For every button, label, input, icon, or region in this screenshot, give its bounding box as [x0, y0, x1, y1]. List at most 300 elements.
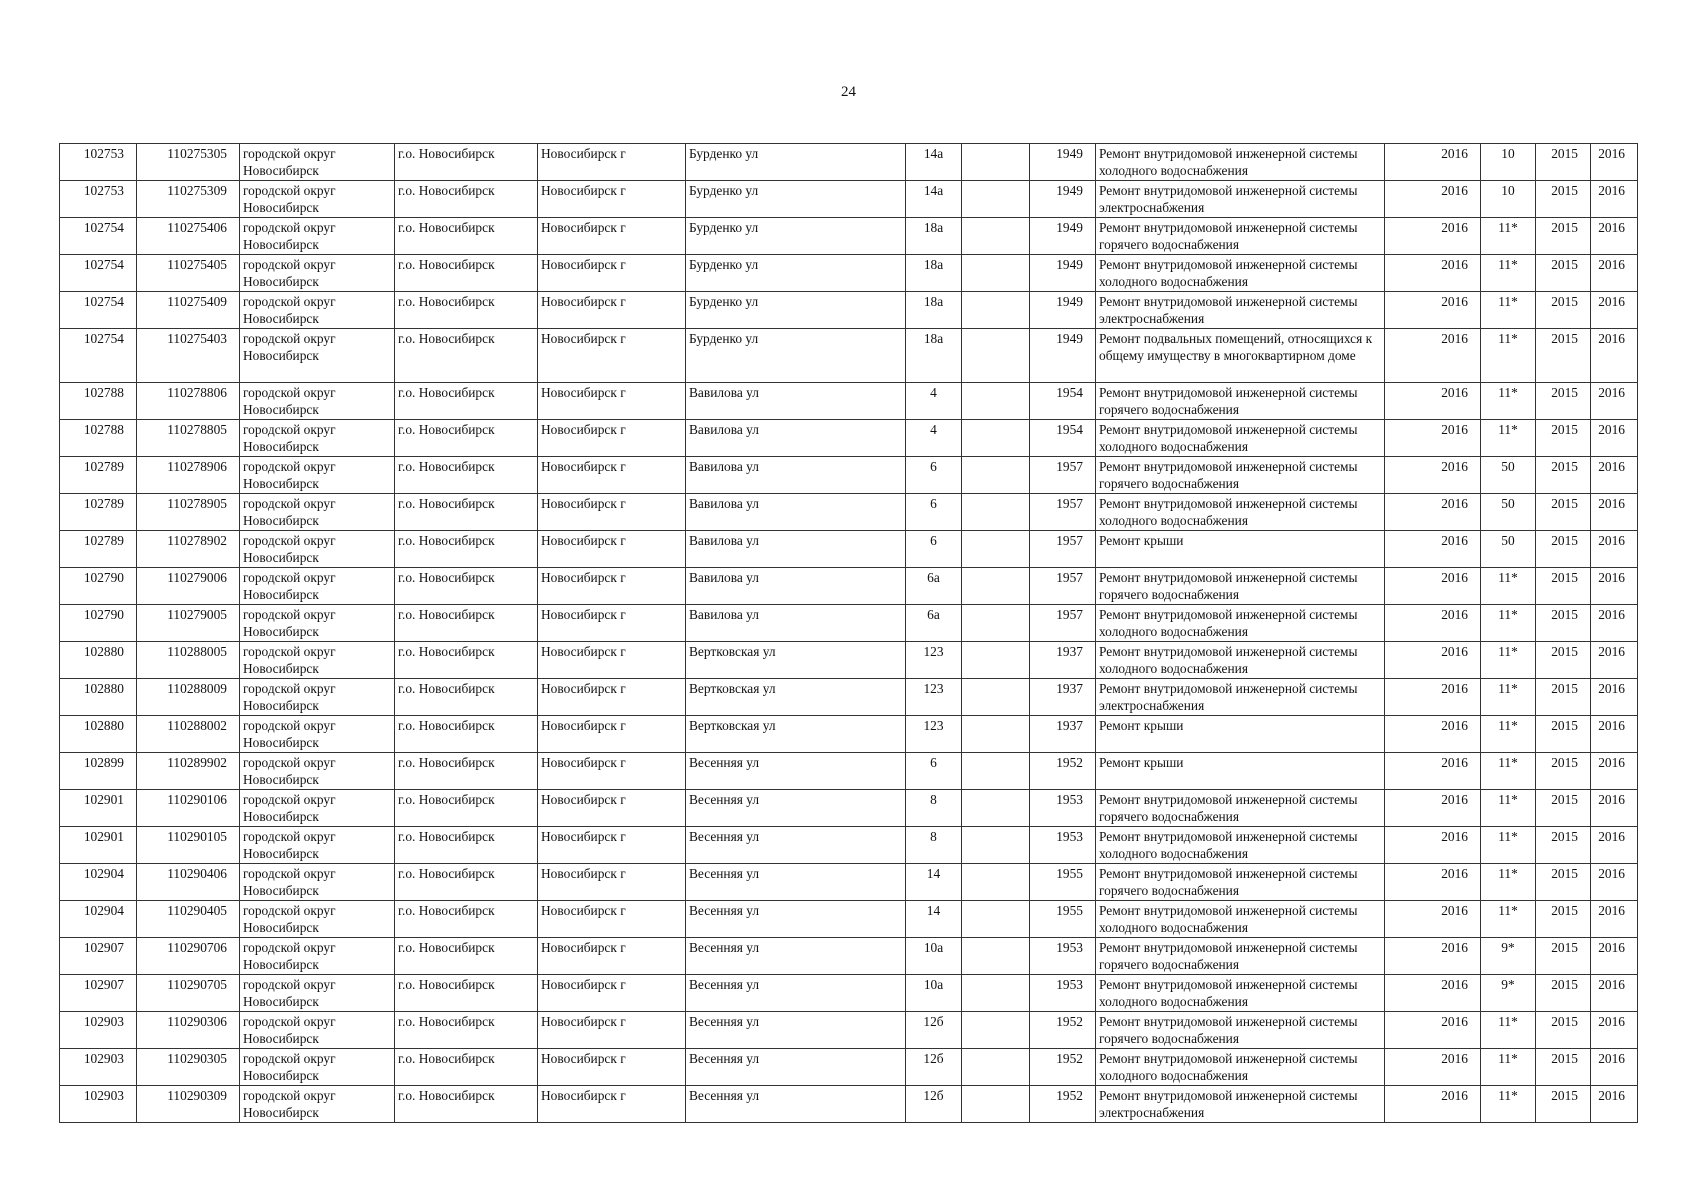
cell-locality: Новосибирск г — [538, 144, 686, 181]
cell-floors: 50 — [1481, 457, 1536, 494]
cell-municipality: г.о. Новосибирск — [395, 457, 538, 494]
cell-building — [962, 218, 1030, 255]
cell-code: 110279006 — [137, 568, 240, 605]
cell-district: городской округ Новосибирск — [240, 975, 395, 1012]
table-row — [60, 827, 1638, 864]
cell-floors: 11* — [1481, 790, 1536, 827]
cell-building — [962, 753, 1030, 790]
cell-plan-year: 2016 — [1385, 864, 1481, 901]
cell-code: 110288005 — [137, 642, 240, 679]
cell-house: 14а — [906, 181, 962, 218]
cell-code: 110289902 — [137, 753, 240, 790]
cell-district: городской округ Новосибирск — [240, 938, 395, 975]
cell-year-built: 1955 — [1030, 901, 1096, 938]
registry-table — [59, 143, 1638, 1123]
cell-start: 2015 — [1536, 255, 1591, 292]
cell-locality: Новосибирск г — [538, 679, 686, 716]
cell-floors: 50 — [1481, 531, 1536, 568]
cell-locality: Новосибирск г — [538, 292, 686, 329]
cell-locality: Новосибирск г — [538, 642, 686, 679]
cell-building — [962, 716, 1030, 753]
table-row — [60, 679, 1638, 716]
cell-code: 110290306 — [137, 1012, 240, 1049]
cell-year-built: 1952 — [1030, 1086, 1096, 1123]
cell-municipality: г.о. Новосибирск — [395, 292, 538, 329]
cell-floors: 11* — [1481, 568, 1536, 605]
cell-district: городской округ Новосибирск — [240, 716, 395, 753]
table-row — [60, 790, 1638, 827]
cell-end: 2016 — [1591, 679, 1638, 716]
cell-id: 102903 — [60, 1012, 137, 1049]
cell-municipality: г.о. Новосибирск — [395, 790, 538, 827]
cell-plan-year: 2016 — [1385, 827, 1481, 864]
cell-year-built: 1955 — [1030, 864, 1096, 901]
cell-year-built: 1949 — [1030, 255, 1096, 292]
cell-plan-year: 2016 — [1385, 292, 1481, 329]
cell-district: городской округ Новосибирск — [240, 181, 395, 218]
cell-code: 110290406 — [137, 864, 240, 901]
cell-building — [962, 642, 1030, 679]
cell-plan-year: 2016 — [1385, 568, 1481, 605]
cell-district: городской округ Новосибирск — [240, 292, 395, 329]
cell-locality: Новосибирск г — [538, 181, 686, 218]
cell-plan-year: 2016 — [1385, 642, 1481, 679]
cell-code: 110279005 — [137, 605, 240, 642]
cell-id: 102753 — [60, 181, 137, 218]
cell-start: 2015 — [1536, 975, 1591, 1012]
cell-floors: 9* — [1481, 938, 1536, 975]
cell-work: Ремонт внутридомовой инженерной системы горячего водоснабжения — [1096, 1012, 1385, 1049]
table-row — [60, 938, 1638, 975]
cell-municipality: г.о. Новосибирск — [395, 531, 538, 568]
cell-house: 6а — [906, 568, 962, 605]
cell-year-built: 1952 — [1030, 1049, 1096, 1086]
cell-house: 8 — [906, 827, 962, 864]
cell-house: 6 — [906, 531, 962, 568]
cell-code: 110290105 — [137, 827, 240, 864]
cell-locality: Новосибирск г — [538, 1012, 686, 1049]
cell-floors: 11* — [1481, 420, 1536, 457]
cell-year-built: 1957 — [1030, 531, 1096, 568]
cell-end: 2016 — [1591, 383, 1638, 420]
cell-id: 102903 — [60, 1049, 137, 1086]
cell-plan-year: 2016 — [1385, 1012, 1481, 1049]
cell-locality: Новосибирск г — [538, 383, 686, 420]
cell-locality: Новосибирск г — [538, 753, 686, 790]
cell-street: Весенняя ул — [686, 938, 906, 975]
cell-street: Весенняя ул — [686, 1086, 906, 1123]
cell-street: Бурденко ул — [686, 218, 906, 255]
cell-house: 123 — [906, 679, 962, 716]
table-row — [60, 255, 1638, 292]
cell-district: городской округ Новосибирск — [240, 494, 395, 531]
cell-floors: 11* — [1481, 292, 1536, 329]
cell-code: 110288009 — [137, 679, 240, 716]
cell-plan-year: 2016 — [1385, 975, 1481, 1012]
table-row — [60, 716, 1638, 753]
cell-year-built: 1957 — [1030, 494, 1096, 531]
cell-code: 110290305 — [137, 1049, 240, 1086]
cell-floors: 11* — [1481, 1012, 1536, 1049]
cell-work: Ремонт внутридомовой инженерной системы холодного водоснабжения — [1096, 642, 1385, 679]
cell-locality: Новосибирск г — [538, 901, 686, 938]
table-row — [60, 494, 1638, 531]
cell-plan-year: 2016 — [1385, 218, 1481, 255]
table-row — [60, 1086, 1638, 1123]
cell-floors: 50 — [1481, 494, 1536, 531]
cell-locality: Новосибирск г — [538, 605, 686, 642]
cell-house: 12б — [906, 1049, 962, 1086]
cell-house: 14а — [906, 144, 962, 181]
cell-house: 14 — [906, 864, 962, 901]
cell-start: 2015 — [1536, 494, 1591, 531]
cell-district: городской округ Новосибирск — [240, 1086, 395, 1123]
cell-municipality: г.о. Новосибирск — [395, 1049, 538, 1086]
cell-building — [962, 1086, 1030, 1123]
cell-locality: Новосибирск г — [538, 975, 686, 1012]
cell-start: 2015 — [1536, 679, 1591, 716]
cell-municipality: г.о. Новосибирск — [395, 255, 538, 292]
cell-end: 2016 — [1591, 255, 1638, 292]
cell-work: Ремонт внутридомовой инженерной системы горячего водоснабжения — [1096, 938, 1385, 975]
cell-code: 110290405 — [137, 901, 240, 938]
cell-building — [962, 1049, 1030, 1086]
cell-id: 102754 — [60, 292, 137, 329]
cell-id: 102790 — [60, 568, 137, 605]
cell-code: 110278806 — [137, 383, 240, 420]
cell-code: 110288002 — [137, 716, 240, 753]
cell-start: 2015 — [1536, 1012, 1591, 1049]
cell-end: 2016 — [1591, 494, 1638, 531]
cell-locality: Новосибирск г — [538, 864, 686, 901]
cell-district: городской округ Новосибирск — [240, 144, 395, 181]
cell-id: 102907 — [60, 938, 137, 975]
cell-floors: 11* — [1481, 329, 1536, 383]
cell-building — [962, 1012, 1030, 1049]
cell-start: 2015 — [1536, 901, 1591, 938]
cell-start: 2015 — [1536, 292, 1591, 329]
cell-municipality: г.о. Новосибирск — [395, 383, 538, 420]
cell-street: Бурденко ул — [686, 292, 906, 329]
table-row — [60, 568, 1638, 605]
cell-code: 110278805 — [137, 420, 240, 457]
cell-district: городской округ Новосибирск — [240, 605, 395, 642]
cell-house: 8 — [906, 790, 962, 827]
cell-locality: Новосибирск г — [538, 494, 686, 531]
cell-municipality: г.о. Новосибирск — [395, 679, 538, 716]
cell-locality: Новосибирск г — [538, 329, 686, 383]
cell-id: 102880 — [60, 679, 137, 716]
table-row — [60, 531, 1638, 568]
cell-year-built: 1937 — [1030, 716, 1096, 753]
cell-year-built: 1953 — [1030, 790, 1096, 827]
cell-work: Ремонт внутридомовой инженерной системы холодного водоснабжения — [1096, 1049, 1385, 1086]
cell-building — [962, 292, 1030, 329]
cell-plan-year: 2016 — [1385, 531, 1481, 568]
cell-start: 2015 — [1536, 1086, 1591, 1123]
cell-code: 110278906 — [137, 457, 240, 494]
cell-year-built: 1954 — [1030, 420, 1096, 457]
cell-work: Ремонт внутридомовой инженерной системы горячего водоснабжения — [1096, 218, 1385, 255]
cell-end: 2016 — [1591, 938, 1638, 975]
cell-plan-year: 2016 — [1385, 255, 1481, 292]
cell-house: 18а — [906, 255, 962, 292]
cell-code: 110290309 — [137, 1086, 240, 1123]
cell-municipality: г.о. Новосибирск — [395, 753, 538, 790]
table-row — [60, 975, 1638, 1012]
cell-house: 6 — [906, 753, 962, 790]
cell-year-built: 1953 — [1030, 827, 1096, 864]
cell-start: 2015 — [1536, 531, 1591, 568]
cell-work: Ремонт внутридомовой инженерной системы электроснабжения — [1096, 1086, 1385, 1123]
cell-district: городской округ Новосибирск — [240, 383, 395, 420]
cell-municipality: г.о. Новосибирск — [395, 568, 538, 605]
cell-street: Весенняя ул — [686, 975, 906, 1012]
cell-municipality: г.о. Новосибирск — [395, 864, 538, 901]
cell-street: Весенняя ул — [686, 864, 906, 901]
cell-locality: Новосибирск г — [538, 938, 686, 975]
cell-end: 2016 — [1591, 181, 1638, 218]
cell-id: 102789 — [60, 531, 137, 568]
cell-floors: 11* — [1481, 383, 1536, 420]
cell-floors: 11* — [1481, 605, 1536, 642]
cell-work: Ремонт внутридомовой инженерной системы электроснабжения — [1096, 181, 1385, 218]
table-row — [60, 753, 1638, 790]
cell-building — [962, 457, 1030, 494]
table-row — [60, 329, 1638, 383]
cell-house: 123 — [906, 716, 962, 753]
cell-locality: Новосибирск г — [538, 1049, 686, 1086]
cell-street: Вавилова ул — [686, 457, 906, 494]
cell-end: 2016 — [1591, 531, 1638, 568]
cell-work: Ремонт внутридомовой инженерной системы горячего водоснабжения — [1096, 864, 1385, 901]
cell-street: Вавилова ул — [686, 420, 906, 457]
cell-start: 2015 — [1536, 457, 1591, 494]
cell-district: городской округ Новосибирск — [240, 1012, 395, 1049]
table-body — [60, 144, 1638, 1123]
cell-work: Ремонт внутридомовой инженерной системы электроснабжения — [1096, 292, 1385, 329]
table-row — [60, 144, 1638, 181]
cell-code: 110290106 — [137, 790, 240, 827]
cell-floors: 11* — [1481, 1086, 1536, 1123]
cell-district: городской округ Новосибирск — [240, 790, 395, 827]
cell-floors: 10 — [1481, 181, 1536, 218]
cell-floors: 9* — [1481, 975, 1536, 1012]
cell-code: 110278905 — [137, 494, 240, 531]
cell-district: городской округ Новосибирск — [240, 864, 395, 901]
cell-end: 2016 — [1591, 329, 1638, 383]
cell-end: 2016 — [1591, 605, 1638, 642]
cell-house: 6 — [906, 457, 962, 494]
cell-work: Ремонт внутридомовой инженерной системы горячего водоснабжения — [1096, 383, 1385, 420]
cell-end: 2016 — [1591, 568, 1638, 605]
cell-plan-year: 2016 — [1385, 457, 1481, 494]
cell-house: 4 — [906, 420, 962, 457]
cell-start: 2015 — [1536, 420, 1591, 457]
cell-house: 4 — [906, 383, 962, 420]
cell-street: Вертковская ул — [686, 716, 906, 753]
cell-house: 12б — [906, 1086, 962, 1123]
cell-work: Ремонт внутридомовой инженерной системы холодного водоснабжения — [1096, 827, 1385, 864]
cell-district: городской округ Новосибирск — [240, 329, 395, 383]
cell-house: 18а — [906, 329, 962, 383]
cell-plan-year: 2016 — [1385, 420, 1481, 457]
cell-id: 102899 — [60, 753, 137, 790]
cell-plan-year: 2016 — [1385, 1049, 1481, 1086]
cell-work: Ремонт подвальных помещений, относящихся к общему имуществу в многоквартирном доме — [1096, 329, 1385, 383]
cell-work: Ремонт внутридомовой инженерной системы холодного водоснабжения — [1096, 494, 1385, 531]
cell-end: 2016 — [1591, 790, 1638, 827]
cell-house: 18а — [906, 218, 962, 255]
cell-code: 110275403 — [137, 329, 240, 383]
table-row — [60, 1049, 1638, 1086]
cell-floors: 11* — [1481, 679, 1536, 716]
cell-building — [962, 901, 1030, 938]
cell-code: 110275406 — [137, 218, 240, 255]
cell-end: 2016 — [1591, 218, 1638, 255]
cell-id: 102903 — [60, 1086, 137, 1123]
cell-code: 110290705 — [137, 975, 240, 1012]
cell-id: 102907 — [60, 975, 137, 1012]
cell-start: 2015 — [1536, 568, 1591, 605]
cell-street: Весенняя ул — [686, 901, 906, 938]
cell-start: 2015 — [1536, 144, 1591, 181]
cell-end: 2016 — [1591, 975, 1638, 1012]
cell-work: Ремонт внутридомовой инженерной системы холодного водоснабжения — [1096, 975, 1385, 1012]
cell-id: 102789 — [60, 457, 137, 494]
cell-municipality: г.о. Новосибирск — [395, 1012, 538, 1049]
cell-work: Ремонт внутридомовой инженерной системы холодного водоснабжения — [1096, 420, 1385, 457]
cell-work: Ремонт внутридомовой инженерной системы горячего водоснабжения — [1096, 790, 1385, 827]
cell-locality: Новосибирск г — [538, 420, 686, 457]
cell-municipality: г.о. Новосибирск — [395, 181, 538, 218]
cell-work: Ремонт внутридомовой инженерной системы холодного водоснабжения — [1096, 144, 1385, 181]
cell-end: 2016 — [1591, 642, 1638, 679]
cell-start: 2015 — [1536, 218, 1591, 255]
cell-street: Весенняя ул — [686, 790, 906, 827]
cell-id: 102790 — [60, 605, 137, 642]
cell-start: 2015 — [1536, 1049, 1591, 1086]
cell-street: Бурденко ул — [686, 181, 906, 218]
cell-plan-year: 2016 — [1385, 938, 1481, 975]
cell-start: 2015 — [1536, 642, 1591, 679]
cell-plan-year: 2016 — [1385, 383, 1481, 420]
cell-district: городской округ Новосибирск — [240, 827, 395, 864]
cell-plan-year: 2016 — [1385, 605, 1481, 642]
cell-street: Вавилова ул — [686, 605, 906, 642]
table-row — [60, 457, 1638, 494]
cell-building — [962, 864, 1030, 901]
cell-start: 2015 — [1536, 864, 1591, 901]
cell-work: Ремонт крыши — [1096, 531, 1385, 568]
cell-floors: 11* — [1481, 255, 1536, 292]
cell-year-built: 1949 — [1030, 329, 1096, 383]
cell-plan-year: 2016 — [1385, 901, 1481, 938]
cell-locality: Новосибирск г — [538, 716, 686, 753]
cell-id: 102880 — [60, 716, 137, 753]
cell-building — [962, 420, 1030, 457]
cell-district: городской округ Новосибирск — [240, 753, 395, 790]
cell-municipality: г.о. Новосибирск — [395, 827, 538, 864]
cell-year-built: 1953 — [1030, 975, 1096, 1012]
cell-municipality: г.о. Новосибирск — [395, 642, 538, 679]
cell-house: 123 — [906, 642, 962, 679]
cell-house: 6а — [906, 605, 962, 642]
cell-building — [962, 790, 1030, 827]
cell-code: 110275309 — [137, 181, 240, 218]
cell-building — [962, 144, 1030, 181]
cell-locality: Новосибирск г — [538, 457, 686, 494]
cell-street: Бурденко ул — [686, 255, 906, 292]
cell-locality: Новосибирск г — [538, 1086, 686, 1123]
cell-district: городской округ Новосибирск — [240, 1049, 395, 1086]
cell-work: Ремонт крыши — [1096, 753, 1385, 790]
cell-district: городской округ Новосибирск — [240, 901, 395, 938]
cell-street: Весенняя ул — [686, 753, 906, 790]
cell-end: 2016 — [1591, 420, 1638, 457]
cell-locality: Новосибирск г — [538, 827, 686, 864]
cell-street: Вавилова ул — [686, 531, 906, 568]
cell-id: 102754 — [60, 329, 137, 383]
cell-locality: Новосибирск г — [538, 218, 686, 255]
cell-work: Ремонт внутридомовой инженерной системы холодного водоснабжения — [1096, 255, 1385, 292]
cell-district: городской округ Новосибирск — [240, 642, 395, 679]
cell-floors: 11* — [1481, 864, 1536, 901]
cell-municipality: г.о. Новосибирск — [395, 975, 538, 1012]
cell-id: 102880 — [60, 642, 137, 679]
cell-house: 6 — [906, 494, 962, 531]
cell-end: 2016 — [1591, 457, 1638, 494]
cell-house: 10а — [906, 975, 962, 1012]
cell-id: 102901 — [60, 790, 137, 827]
cell-district: городской округ Новосибирск — [240, 679, 395, 716]
cell-street: Вавилова ул — [686, 568, 906, 605]
cell-district: городской округ Новосибирск — [240, 218, 395, 255]
cell-code: 110290706 — [137, 938, 240, 975]
cell-year-built: 1954 — [1030, 383, 1096, 420]
cell-municipality: г.о. Новосибирск — [395, 218, 538, 255]
cell-end: 2016 — [1591, 1049, 1638, 1086]
cell-locality: Новосибирск г — [538, 531, 686, 568]
cell-start: 2015 — [1536, 827, 1591, 864]
cell-street: Бурденко ул — [686, 329, 906, 383]
cell-municipality: г.о. Новосибирск — [395, 494, 538, 531]
cell-street: Вертковская ул — [686, 642, 906, 679]
cell-building — [962, 329, 1030, 383]
cell-work: Ремонт внутридомовой инженерной системы холодного водоснабжения — [1096, 605, 1385, 642]
cell-end: 2016 — [1591, 716, 1638, 753]
cell-building — [962, 383, 1030, 420]
cell-plan-year: 2016 — [1385, 329, 1481, 383]
cell-district: городской округ Новосибирск — [240, 457, 395, 494]
cell-start: 2015 — [1536, 181, 1591, 218]
cell-id: 102789 — [60, 494, 137, 531]
table-row — [60, 1012, 1638, 1049]
cell-plan-year: 2016 — [1385, 494, 1481, 531]
cell-municipality: г.о. Новосибирск — [395, 901, 538, 938]
cell-id: 102788 — [60, 420, 137, 457]
cell-end: 2016 — [1591, 292, 1638, 329]
cell-id: 102901 — [60, 827, 137, 864]
table-row — [60, 642, 1638, 679]
cell-year-built: 1937 — [1030, 642, 1096, 679]
cell-plan-year: 2016 — [1385, 753, 1481, 790]
table-row — [60, 420, 1638, 457]
cell-building — [962, 181, 1030, 218]
cell-municipality: г.о. Новосибирск — [395, 144, 538, 181]
cell-municipality: г.о. Новосибирск — [395, 1086, 538, 1123]
cell-locality: Новосибирск г — [538, 790, 686, 827]
